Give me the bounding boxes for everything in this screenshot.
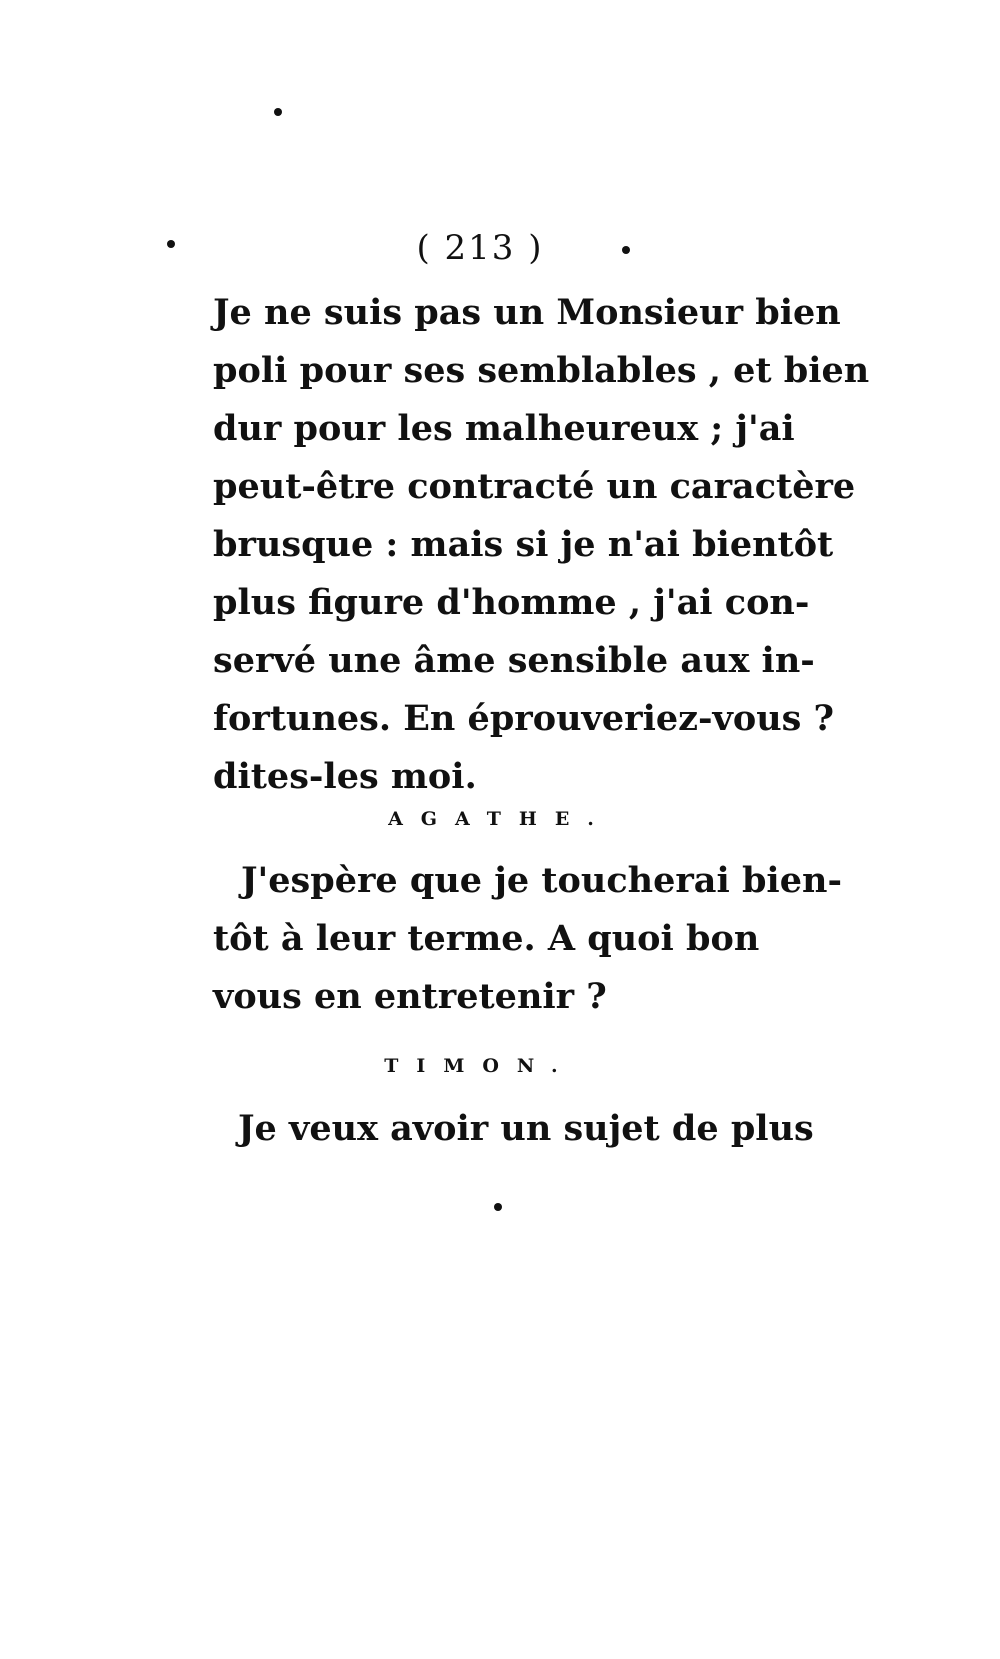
- ink-speck: [167, 240, 175, 248]
- text-line: servé une âme sensible aux in-: [213, 640, 815, 681]
- passage-agathe: [213, 852, 842, 1026]
- ink-speck: [622, 246, 630, 254]
- text-line: poli pour ses semblables , et bien: [213, 350, 870, 391]
- text-line: fortunes. En éprouveriez-vous ?: [213, 698, 835, 739]
- ink-speck: [494, 1203, 502, 1211]
- text-line: vous en entretenir ?: [213, 976, 607, 1017]
- text-line: dites-les moi.: [213, 756, 477, 797]
- text-line: Je ne suis pas un Monsieur bien: [213, 292, 841, 333]
- speaker-label-agathe: AGATHE.: [388, 808, 612, 830]
- text-line: plus figure d'homme , j'ai con-: [213, 582, 810, 623]
- speaker-label-timon: TIMON.: [384, 1055, 576, 1077]
- passage-timon-1: [213, 284, 870, 806]
- ink-speck: [274, 108, 282, 116]
- text-line: J'espère que je toucherai bien-: [241, 860, 842, 901]
- text-line: tôt à leur terme. A quoi bon: [213, 918, 760, 959]
- text-line: brusque : mais si je n'ai bientôt: [213, 524, 834, 565]
- text-line: Je veux avoir un sujet de plus: [238, 1108, 814, 1149]
- text-line: dur pour les malheureux ; j'ai: [213, 408, 795, 449]
- page-number: ( 213 ): [416, 228, 544, 268]
- passage-timon-2: [238, 1100, 814, 1158]
- text-line: peut-être contracté un caractère: [213, 466, 856, 507]
